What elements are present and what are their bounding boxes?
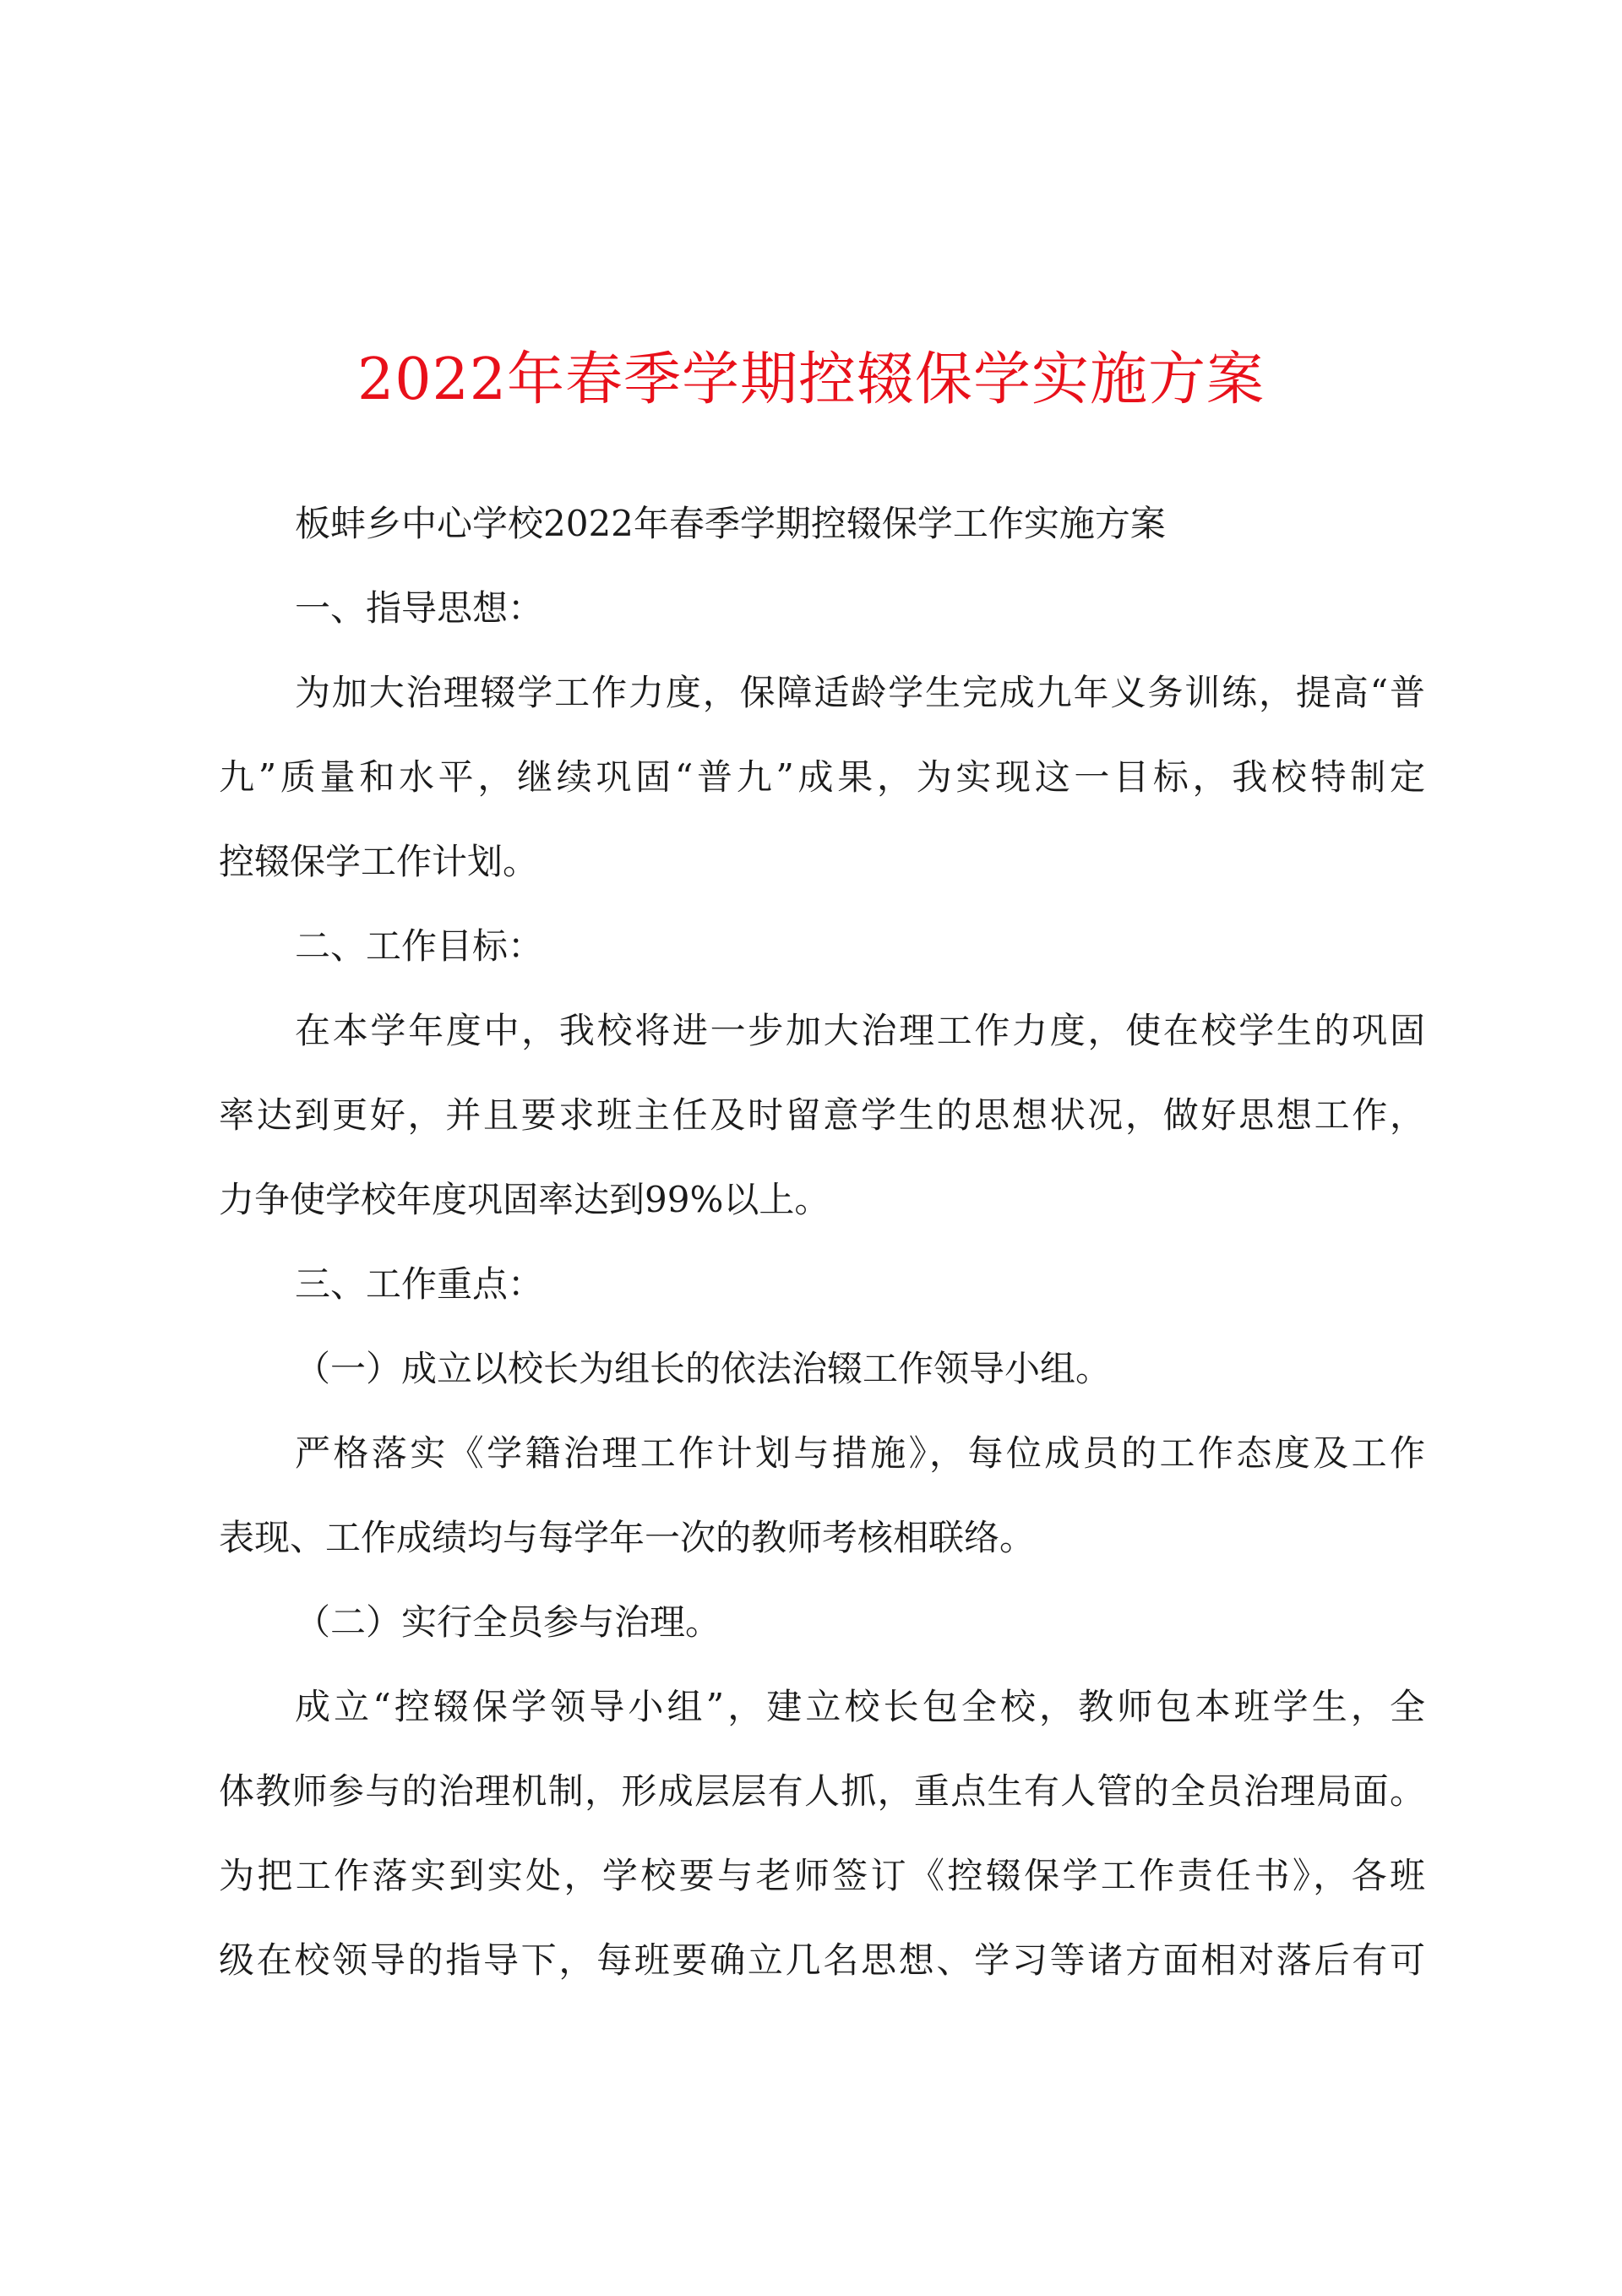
body-line: （一）成立以校长为组长的依法治辍工作领导小组。: [295, 1348, 1112, 1389]
body-line: 在本学年度中，我校将进一步加大治理工作力度，使在校学生的巩固: [295, 1010, 1425, 1051]
body-line: 率达到更好，并且要求班主任及时留意学生的思想状况，做好思想工作，: [219, 1094, 1425, 1136]
body-line: 九”质量和水平，继续巩固“普九”成果，为实现这一目标，我校特制定: [219, 756, 1425, 798]
body-line: 力争使学校年度巩固率达到99%以上。: [219, 1179, 830, 1220]
document-body: [219, 482, 1425, 2003]
body-line: 二、工作目标：: [295, 925, 544, 967]
body-line: 级在校领导的指导下，每班要确立几名思想、学习等诸方面相对落后有可: [219, 1939, 1425, 1981]
body-line: 板蚌乡中心学校2022年春季学期控辍保学工作实施方案: [295, 503, 1166, 544]
body-line: 为把工作落实到实处，学校要与老师签订《控辍保学工作责任书》，各班: [219, 1855, 1425, 1896]
body-line: 体教师参与的治理机制，形成层层有人抓，重点生有人管的全员治理局面。: [219, 1770, 1425, 1812]
document-title: 2022年春季学期控辍保学实施方案: [357, 346, 1265, 413]
body-line: 控辍保学工作计划。: [219, 841, 539, 882]
body-line: 严格落实《学籍治理工作计划与措施》，每位成员的工作态度及工作: [295, 1432, 1425, 1474]
body-line: 为加大治理辍学工作力度，保障适龄学生完成九年义务训练，提高“普: [295, 672, 1425, 713]
body-line: 成立“控辍保学领导小组”，建立校长包全校，教师包本班学生，全: [295, 1686, 1425, 1727]
body-line: （二）实行全员参与治理。: [295, 1601, 721, 1643]
body-line: 三、工作重点：: [295, 1263, 544, 1305]
body-line: 表现、工作成绩均与每学年一次的教师考核相联络。: [219, 1517, 1036, 1558]
body-line: 一、指导思想：: [295, 587, 544, 629]
